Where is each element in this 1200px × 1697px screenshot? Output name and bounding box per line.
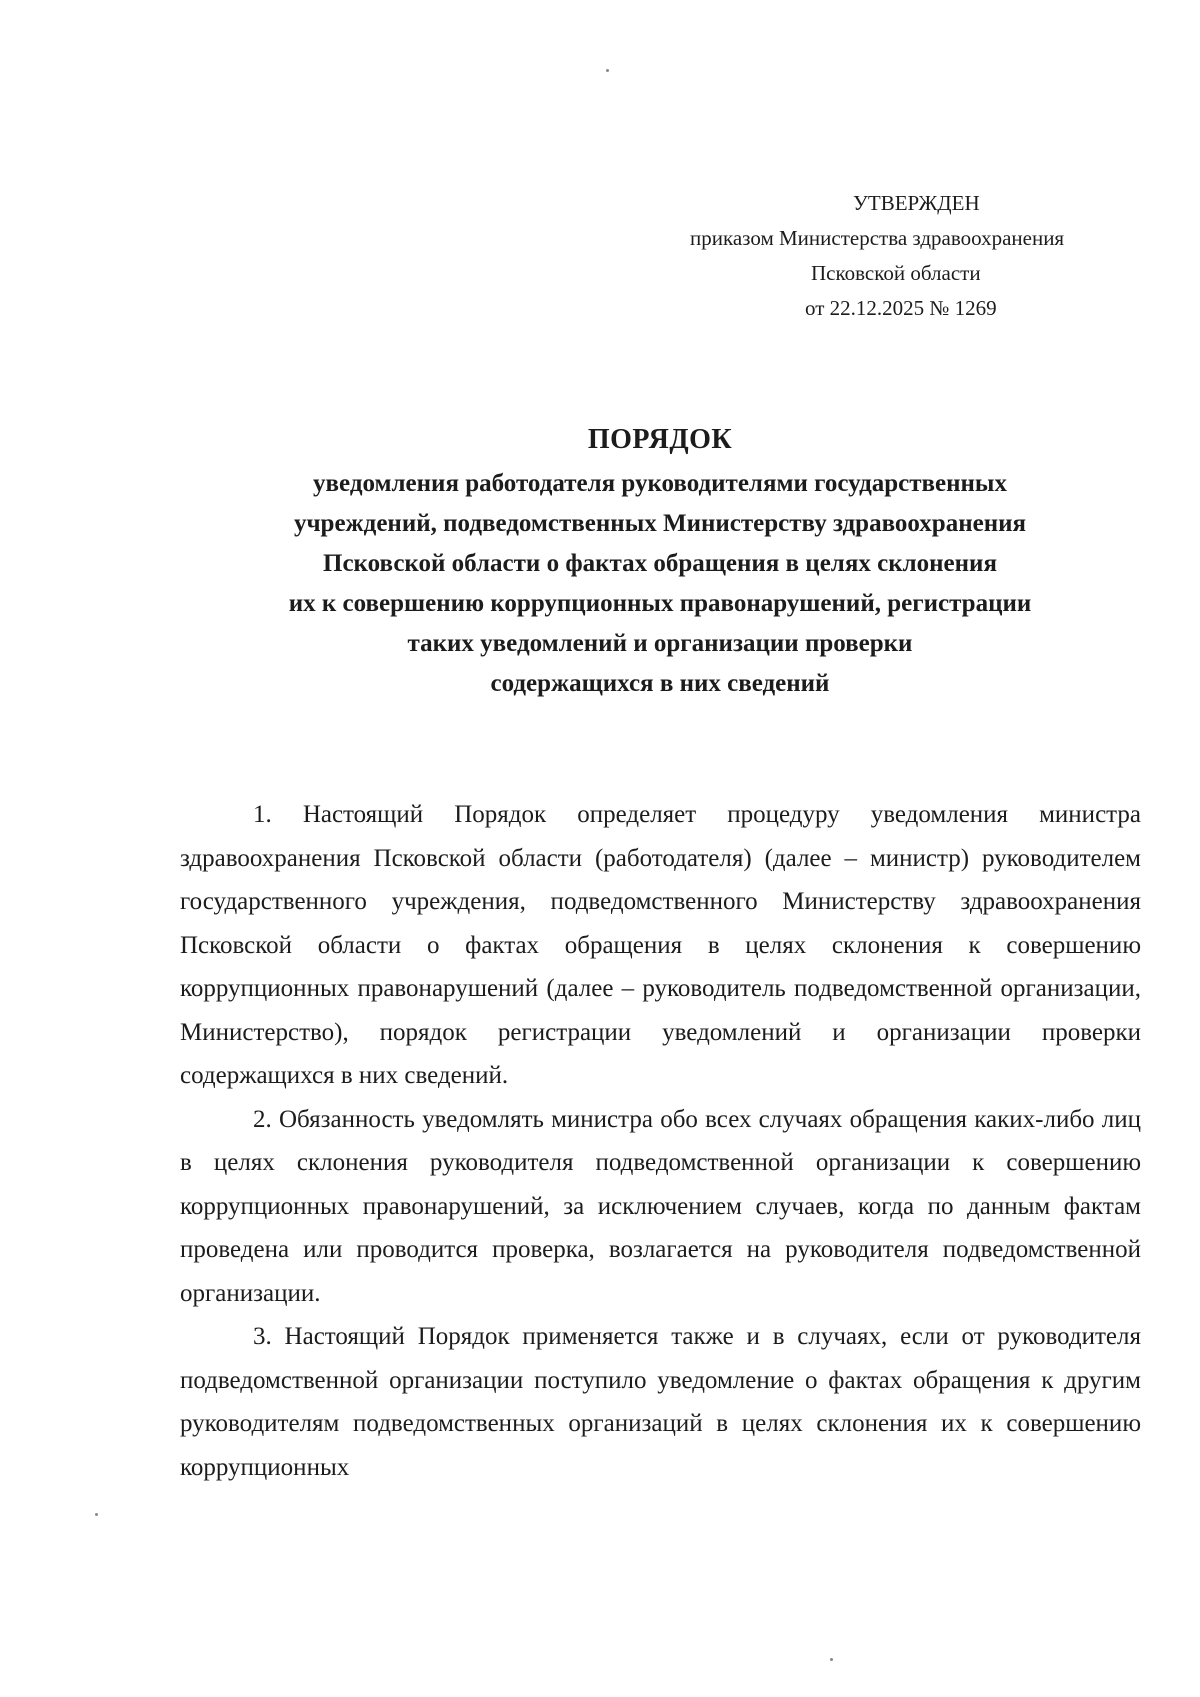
approval-date-number: от 22.12.2025 № 1269 [805, 296, 997, 320]
document-subtitle-line: их к совершению коррупционных правонарушений, регистрации [288, 590, 1032, 617]
scan-speck [606, 69, 609, 72]
paragraph-1: 1. Настоящий Порядок определяет процедуру уведомления министра здравоохранения Псковской области (работодателя) (далее – министр) руководителем государственного учреждения, подведомственного Министерству здравоохранения Псковской области о фактах обращения в целях склонения к совершению коррупционных правонарушений (далее – руководитель подведомственной организации, Министерство), порядок регистрации уведомлений и организации проверки содержащихся в них сведений. [180, 801, 1141, 1089]
scan-speck [95, 1513, 98, 1516]
document-subtitle-line: учреждений, подведомственных Министерству здравоохранения [293, 510, 1027, 537]
document-title-block [180, 418, 1140, 704]
scan-speck [830, 1658, 833, 1661]
document-subtitle-line: таких уведомлений и организации проверки [407, 630, 913, 657]
approval-region-line: Псковской области [811, 261, 981, 285]
document-subtitle-line: Псковской области о фактах обращения в целях склонения [323, 550, 997, 577]
paragraph-3: 3. Настоящий Порядок применяется также и в случаях, если от руководителя подведомственной организации поступило уведомление о фактах обращения к другим руководителям подведомственных организаций в целях склонения их к совершению коррупционных [180, 1323, 1141, 1481]
document-body [180, 793, 1141, 1489]
approval-heading: УТВЕРЖДЕН [853, 191, 980, 215]
document-subtitle-line: содержащихся в них сведений [490, 670, 830, 697]
document-title: ПОРЯДОК [587, 424, 733, 455]
document-subtitle-line: уведомления работодателя руководителями государственных [313, 470, 1007, 497]
approval-order-line: приказом Министерства здравоохранения [690, 226, 1065, 250]
approval-stamp-block [690, 186, 1130, 326]
paragraph-2: 2. Обязанность уведомлять министра обо всех случаях обращения каких-либо лиц в целях склонения руководителя подведомственной организации к совершению коррупционных правонарушений, за исключением случаев, когда по данным фактам проведена или проводится проверка, возлагается на руководителя подведомственной организации. [180, 1105, 1141, 1307]
